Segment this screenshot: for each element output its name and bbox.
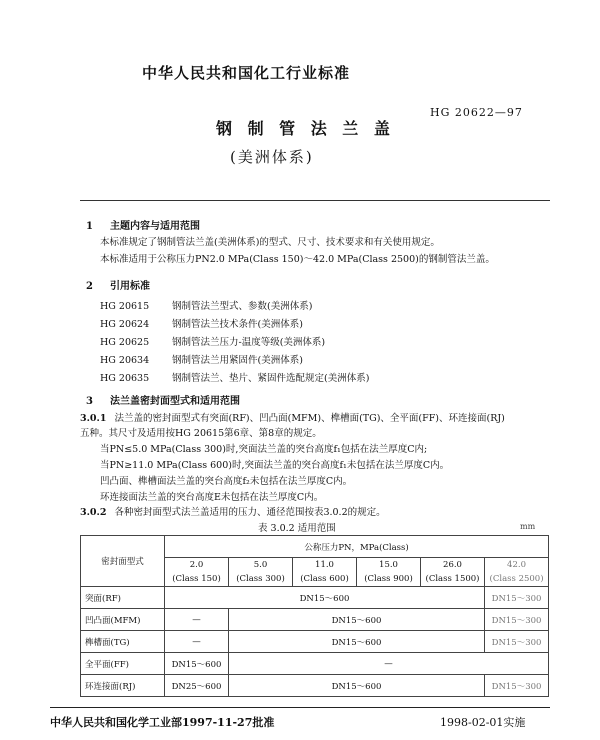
class-value: (Class 600) <box>300 574 349 584</box>
standard-title: 中华人民共和国化工行业标准 <box>142 64 351 82</box>
table-row <box>81 587 549 609</box>
pn-value: 15.0 <box>379 560 398 570</box>
reference-item <box>100 370 369 384</box>
range-cell: — <box>165 631 229 653</box>
pn-value: 42.0 <box>507 560 526 570</box>
class-value: (Class 150) <box>172 574 221 584</box>
pressure-header <box>229 558 293 587</box>
pressure-header <box>421 558 485 587</box>
reference-title: 钢制管法兰型式、参数(美洲体系) <box>172 301 313 312</box>
document-title: 钢 制 管 法 兰 盖 <box>216 119 395 138</box>
table-row <box>81 609 549 631</box>
range-cell: DN15～300 <box>485 587 549 609</box>
reference-title: 钢制管法兰用紧固件(美洲体系) <box>172 355 303 366</box>
reference-code: HG 20634 <box>100 355 150 366</box>
range-cell: DN15～300 <box>485 631 549 653</box>
application-range-table <box>80 535 549 697</box>
reference-item <box>100 298 312 312</box>
facing-type-cell: 凹凸面(MFM) <box>81 609 165 631</box>
clause-3-0-1-line-6: 环连接面法兰盖的突台高度E未包括在法兰厚度C内。 <box>100 492 324 503</box>
section-number: 3 <box>86 396 93 407</box>
facing-type-cell: 全平面(FF) <box>81 653 165 675</box>
range-cell: DN15～600 <box>229 675 485 697</box>
clause-3-0-1-line-1 <box>80 412 505 426</box>
range-cell: DN15～600 <box>165 587 485 609</box>
range-cell: DN15～300 <box>485 675 549 697</box>
range-cell: DN15～600 <box>229 609 485 631</box>
range-cell: DN25～600 <box>165 675 229 697</box>
reference-item <box>100 316 303 330</box>
effective-date: 1998-02-01实施 <box>440 716 526 729</box>
class-value: (Class 900) <box>364 574 413 584</box>
clause-number: 3.0.1 <box>80 413 107 424</box>
section-1-paragraph-2: 本标准适用于公称压力PN2.0 MPa(Class 150)～42.0 MPa(Class 2500)的钢制管法兰盖。 <box>100 254 495 265</box>
pressure-group-header: 公称压力PN，MPa(Class) <box>165 536 549 558</box>
table-row <box>81 675 549 697</box>
approval-note: 中华人民共和国化学工业部1997-11-27批准 <box>50 716 275 729</box>
clause-3-0-2 <box>80 506 386 520</box>
section-number: 1 <box>86 221 93 232</box>
document-subtitle: (美洲体系) <box>230 148 314 166</box>
facing-type-cell: 榫槽面(TG) <box>81 631 165 653</box>
reference-code: HG 20615 <box>100 301 150 312</box>
range-cell: DN15～600 <box>229 631 485 653</box>
reference-code: HG 20635 <box>100 373 150 384</box>
footer-divider <box>50 707 550 708</box>
reference-title: 钢制管法兰、垫片、紧固件选配规定(美洲体系) <box>172 373 370 384</box>
range-cell: DN15～300 <box>485 609 549 631</box>
table-row <box>81 631 549 653</box>
range-cell: — <box>229 653 549 675</box>
facing-type-cell: 突面(RF) <box>81 587 165 609</box>
class-value: (Class 300) <box>236 574 285 584</box>
section-title: 主题内容与适用范围 <box>110 221 200 232</box>
clause-text: 各种密封面型式法兰盖适用的压力、通径范围按表3.0.2的规定。 <box>114 507 386 518</box>
clause-3-0-1-line-5: 凹凸面、榫槽面法兰盖的突台高度f₂未包括在法兰厚度C内。 <box>100 476 353 487</box>
table-row <box>81 653 549 675</box>
class-value: (Class 2500) <box>489 574 544 584</box>
section-title: 引用标准 <box>110 281 150 292</box>
range-cell: DN15～600 <box>165 653 229 675</box>
section-1-heading <box>86 217 200 232</box>
pressure-header <box>293 558 357 587</box>
clause-3-0-1-line-4: 当PN≥11.0 MPa(Class 600)时,突面法兰盖的突台高度f₁未包括在法兰厚度C内。 <box>100 460 450 471</box>
reference-item <box>100 352 303 366</box>
pn-value: 26.0 <box>443 560 462 570</box>
clause-3-0-1-line-2: 五种。其尺寸及适用按HG 20615第6章、第8章的规定。 <box>80 428 322 439</box>
pn-value: 11.0 <box>315 560 334 570</box>
range-cell: — <box>165 609 229 631</box>
reference-code: HG 20624 <box>100 319 150 330</box>
section-1-paragraph-1: 本标准规定了钢制管法兰盖(美洲体系)的型式、尺寸、技术要求和有关使用规定。 <box>100 237 440 248</box>
pn-value: 2.0 <box>189 560 204 570</box>
reference-item <box>100 334 325 348</box>
row-header-cell: 密封面型式 <box>81 536 165 587</box>
section-title: 法兰盖密封面型式和适用范围 <box>110 396 240 407</box>
class-value: (Class 1500) <box>425 574 480 584</box>
section-2-heading <box>86 277 150 292</box>
reference-title: 钢制管法兰压力-温度等级(美洲体系) <box>172 337 326 348</box>
clause-3-0-1-line-3: 当PN≤5.0 MPa(Class 300)时,突面法兰盖的突台高度f₁包括在法兰厚度C内; <box>100 444 428 455</box>
table-unit: mm <box>520 522 536 531</box>
header-divider <box>80 200 550 201</box>
section-number: 2 <box>86 281 93 292</box>
pressure-header <box>165 558 229 587</box>
section-3-heading <box>86 392 240 407</box>
pressure-header <box>357 558 421 587</box>
pn-value: 5.0 <box>253 560 268 570</box>
clause-text: 法兰盖的密封面型式有突面(RF)、凹凸面(MFM)、榫槽面(TG)、全平面(FF)、环连接面(RJ) <box>114 413 505 424</box>
reference-code: HG 20625 <box>100 337 150 348</box>
reference-title: 钢制管法兰技术条件(美洲体系) <box>172 319 303 330</box>
clause-number: 3.0.2 <box>80 507 107 518</box>
standard-code: HG 20622—97 <box>430 106 523 119</box>
pressure-header <box>485 558 549 587</box>
table-caption: 表 3.0.2 适用范围 <box>258 523 336 534</box>
facing-type-cell: 环连接面(RJ) <box>81 675 165 697</box>
